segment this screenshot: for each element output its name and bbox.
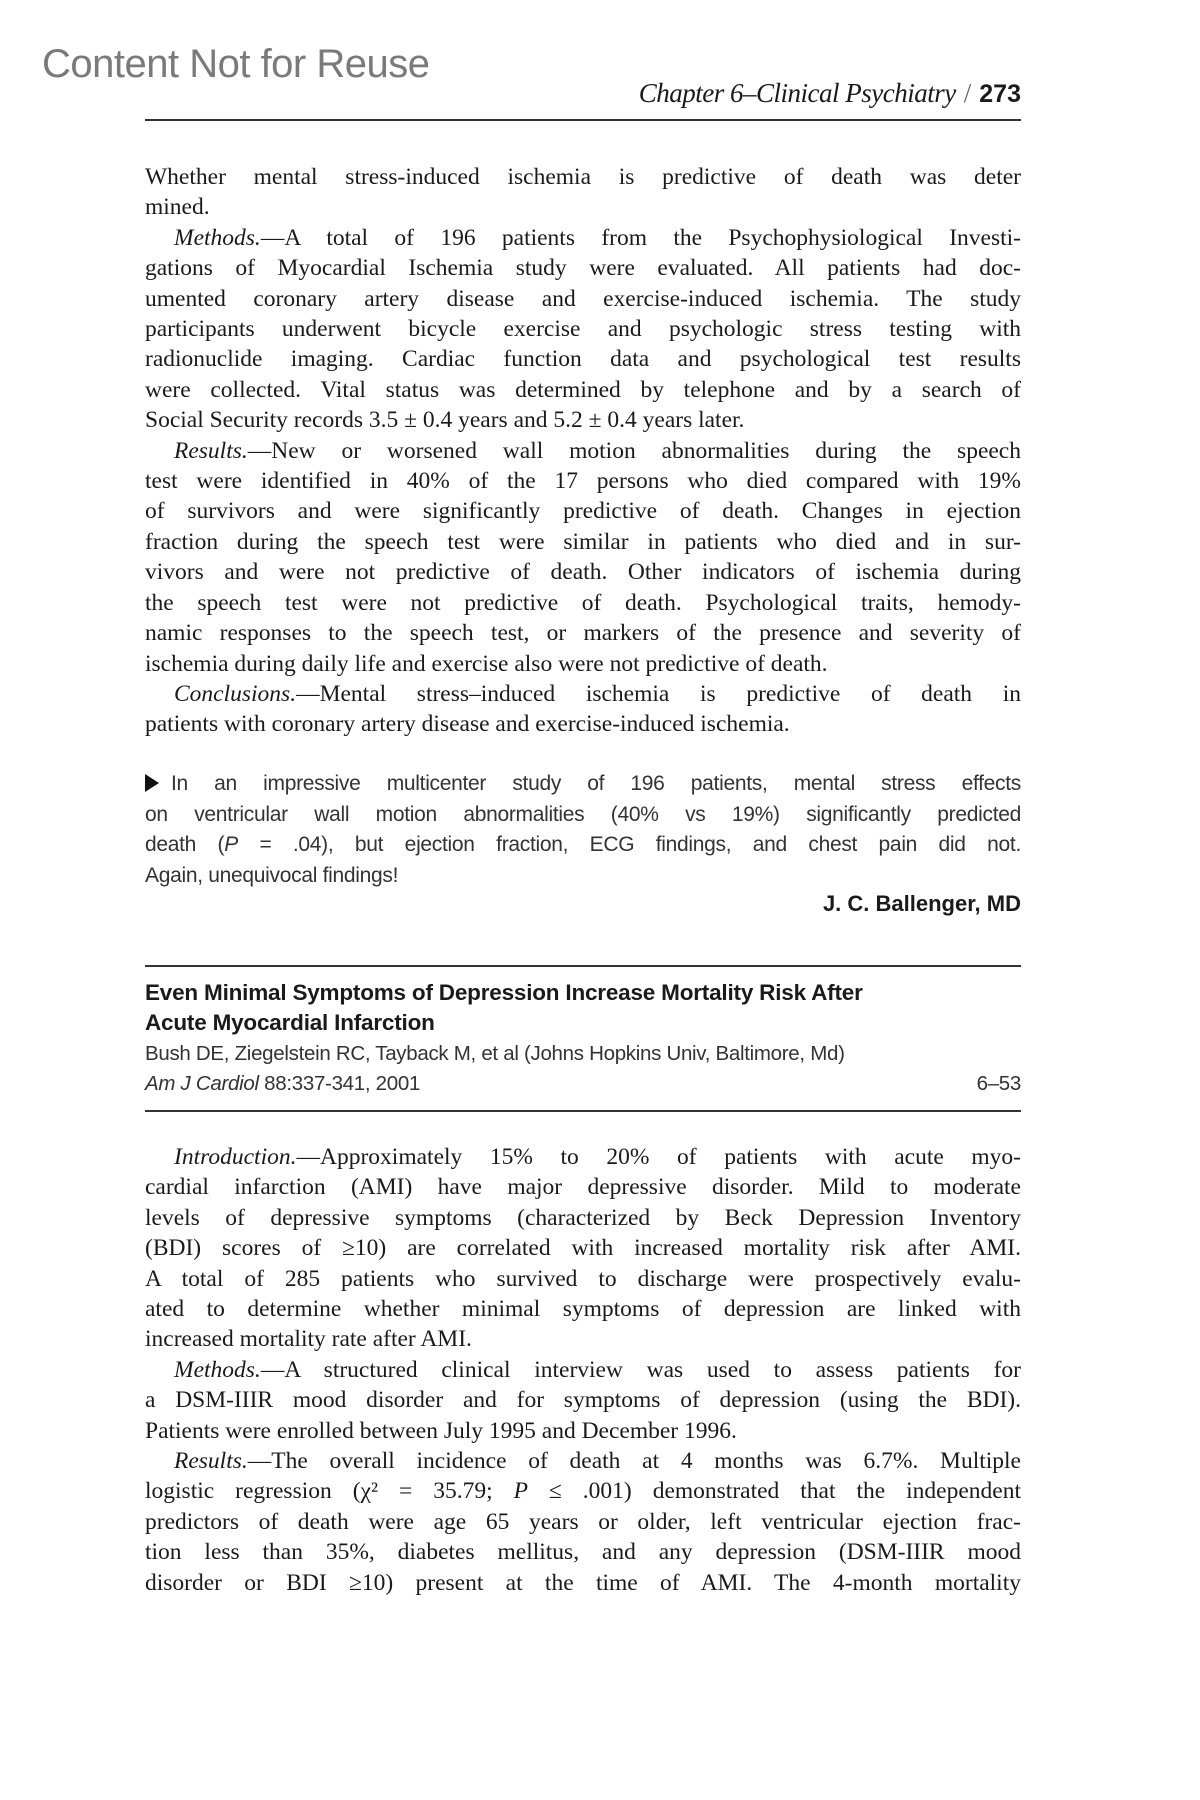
editor-commentary <box>145 769 1021 891</box>
text-segment: umented coronary artery disease and exercise-induced ischemia. The study <box>145 285 1021 312</box>
text-segment: levels of depressive symptoms (characterized by Beck Depression Inventory <box>145 1204 1021 1231</box>
text-segment: Patients were enrolled between July 1995 and December 1996. <box>145 1417 737 1444</box>
text-segment: gations of Myocardial Ischemia study were evaluated. All patients had doc- <box>145 255 1021 282</box>
text-segment: ≤ .001) demonstrated that the independent <box>527 1478 1021 1505</box>
text-line <box>145 1416 1021 1446</box>
header-rule <box>145 119 1021 121</box>
journal-name: Am J Cardiol <box>145 1072 259 1095</box>
text-segment: participants underwent bicycle exercise and psychologic stress testing with <box>145 316 1021 343</box>
text-segment: = .04), but ejection fraction, ECG findings, and chest pain did not. <box>237 833 1021 856</box>
text-segment: the speech test were not predictive of death. Psychological traits, hemody- <box>145 589 1021 616</box>
text-segment: predictors of death were age 65 years or older, left ventricular ejection frac- <box>145 1508 1021 1535</box>
text-line <box>145 709 1021 739</box>
text-line <box>145 284 1021 314</box>
text-segment: tion less than 35%, diabetes mellitus, and any depression (DSM-IIIR mood <box>145 1539 1021 1566</box>
italic-text: Methods. <box>174 224 261 251</box>
text-line <box>145 1537 1021 1567</box>
running-header <box>639 78 1021 109</box>
reference-number: 6–53 <box>976 1072 1021 1095</box>
article2-meta <box>145 1039 1021 1099</box>
text-segment: —A total of 196 patients from the Psychophysiological Investi- <box>260 224 1021 251</box>
text-line <box>145 1233 1021 1263</box>
citation: 88:337-341, 2001 <box>258 1072 421 1095</box>
text-segment: a DSM-IIIR mood disorder and for symptoms of depression (using the BDI). <box>145 1387 1021 1414</box>
text-segment: death ( <box>145 833 225 856</box>
text-segment: ischemia during daily life and exercise also were not predictive of death. <box>145 650 828 677</box>
text-line <box>145 223 1021 253</box>
text-line <box>145 436 1021 466</box>
text-line <box>145 830 1021 861</box>
text-line <box>145 557 1021 587</box>
text-line <box>145 1142 1021 1172</box>
text-segment: —A structured clinical interview was used to assess patients for <box>260 1356 1021 1383</box>
text-segment: vivors and were not predictive of death. Other indicators of ischemia during <box>145 559 1021 586</box>
article2-title <box>145 978 1021 1038</box>
text-segment: logistic regression (χ² = 35.79; <box>145 1478 514 1505</box>
text-line <box>145 527 1021 557</box>
text-line <box>145 1264 1021 1294</box>
text-segment: Again, unequivocal findings! <box>145 863 399 887</box>
article-bottom-rule <box>145 1110 1021 1112</box>
italic-text: Conclusions. <box>174 680 297 707</box>
article2-abstract <box>145 1142 1021 1598</box>
text-line <box>145 1294 1021 1324</box>
text-segment: ated to determine whether minimal symptoms of depression are linked with <box>145 1296 1021 1323</box>
text-line <box>145 496 1021 526</box>
triangle-bullet-icon <box>145 774 159 792</box>
italic-text: Results. <box>174 437 248 464</box>
text-segment: radionuclide imaging. Cardiac function data and psychological test results <box>145 346 1021 373</box>
text-segment: increased mortality rate after AMI. <box>145 1326 472 1353</box>
text-line <box>145 314 1021 344</box>
text-line <box>145 1355 1021 1385</box>
text-line <box>145 253 1021 283</box>
text-line <box>145 1324 1021 1354</box>
text-segment: A total of 285 patients who survived to discharge were prospectively evalu- <box>145 1265 1021 1292</box>
article-authors: Bush DE, Ziegelstein RC, Tayback M, et al (Johns Hopkins Univ, Baltimore, Md) <box>145 1042 845 1065</box>
text-segment: fraction during the speech test were similar in patients who died and in sur- <box>145 528 1021 555</box>
text-line <box>145 800 1021 831</box>
text-segment: disorder or BDI ≥10) present at the time of AMI. The 4-month mortality <box>145 1569 1021 1596</box>
chapter-title: Chapter 6–Clinical Psychiatry <box>638 78 956 108</box>
text-segment: cardial infarction (AMI) have major depressive disorder. Mild to moderate <box>145 1174 1021 1201</box>
text-line <box>145 375 1021 405</box>
italic-text: Results. <box>174 1448 248 1475</box>
text-segment: namic responses to the speech test, or markers of the presence and severity of <box>145 620 1021 647</box>
text-segment: (BDI) scores of ≥10) are correlated with increased mortality risk after AMI. <box>145 1235 1021 1262</box>
text-segment: of survivors and were significantly predictive of death. Changes in ejection <box>145 498 1021 525</box>
italic-text: Introduction. <box>174 1144 297 1170</box>
text-segment: test were identified in 40% of the 17 persons who died compared with 19% <box>145 468 1021 495</box>
text-segment: on ventricular wall motion abnormalities (40% vs 19%) significantly predicted <box>145 802 1021 826</box>
italic-text: P <box>224 833 238 856</box>
text-segment: —Mental stress–induced ischemia is predictive of death in <box>296 680 1021 707</box>
text-line <box>145 1568 1021 1598</box>
text-line <box>145 192 1021 222</box>
article1-abstract <box>145 162 1021 740</box>
text-segment: Whether mental stress-induced ischemia is predictive of death was deter <box>145 164 1021 190</box>
text-segment: patients with coronary artery disease and exercise-induced ischemia. <box>145 711 790 738</box>
title-line: Acute Myocardial Infarction <box>145 1010 435 1035</box>
text-segment: Social Security records 3.5 ± 0.4 years and 5.2 ± 0.4 years later. <box>145 407 745 434</box>
text-segment: —The overall incidence of death at 4 months was 6.7%. Multiple <box>247 1448 1021 1475</box>
text-line <box>145 344 1021 374</box>
text-line <box>145 1172 1021 1202</box>
watermark: Content Not for Reuse <box>42 42 430 86</box>
text-line <box>145 1446 1021 1476</box>
text-line <box>145 1507 1021 1537</box>
text-line <box>145 679 1021 709</box>
italic-text: P <box>513 1478 528 1505</box>
title-line: Even Minimal Symptoms of Depression Increase Mortality Risk After <box>145 980 863 1005</box>
text-segment: —Approximately 15% to 20% of patients with acute myo- <box>296 1144 1021 1170</box>
text-line <box>145 405 1021 435</box>
header-separator: / <box>963 78 972 108</box>
text-line <box>145 649 1021 679</box>
text-line <box>145 1203 1021 1233</box>
text-line <box>145 588 1021 618</box>
text-segment: mined. <box>145 194 210 221</box>
italic-text: Methods. <box>174 1356 261 1383</box>
text-line <box>145 1385 1021 1415</box>
commentary-author: J. C. Ballenger, MD <box>822 891 1021 916</box>
text-line <box>145 618 1021 648</box>
text-segment: were collected. Vital status was determined by telephone and by a search of <box>145 376 1021 403</box>
text-line <box>145 466 1021 496</box>
page-number: 273 <box>979 80 1021 108</box>
article-top-rule <box>145 965 1021 967</box>
text-line <box>145 1476 1021 1506</box>
text-segment: In an impressive multicenter study of 196 patients, mental stress effects <box>171 772 1021 795</box>
text-line <box>145 861 1021 892</box>
text-line <box>145 162 1021 192</box>
text-segment: —New or worsened wall motion abnormalities during the speech <box>247 437 1021 464</box>
text-line <box>145 769 1021 800</box>
